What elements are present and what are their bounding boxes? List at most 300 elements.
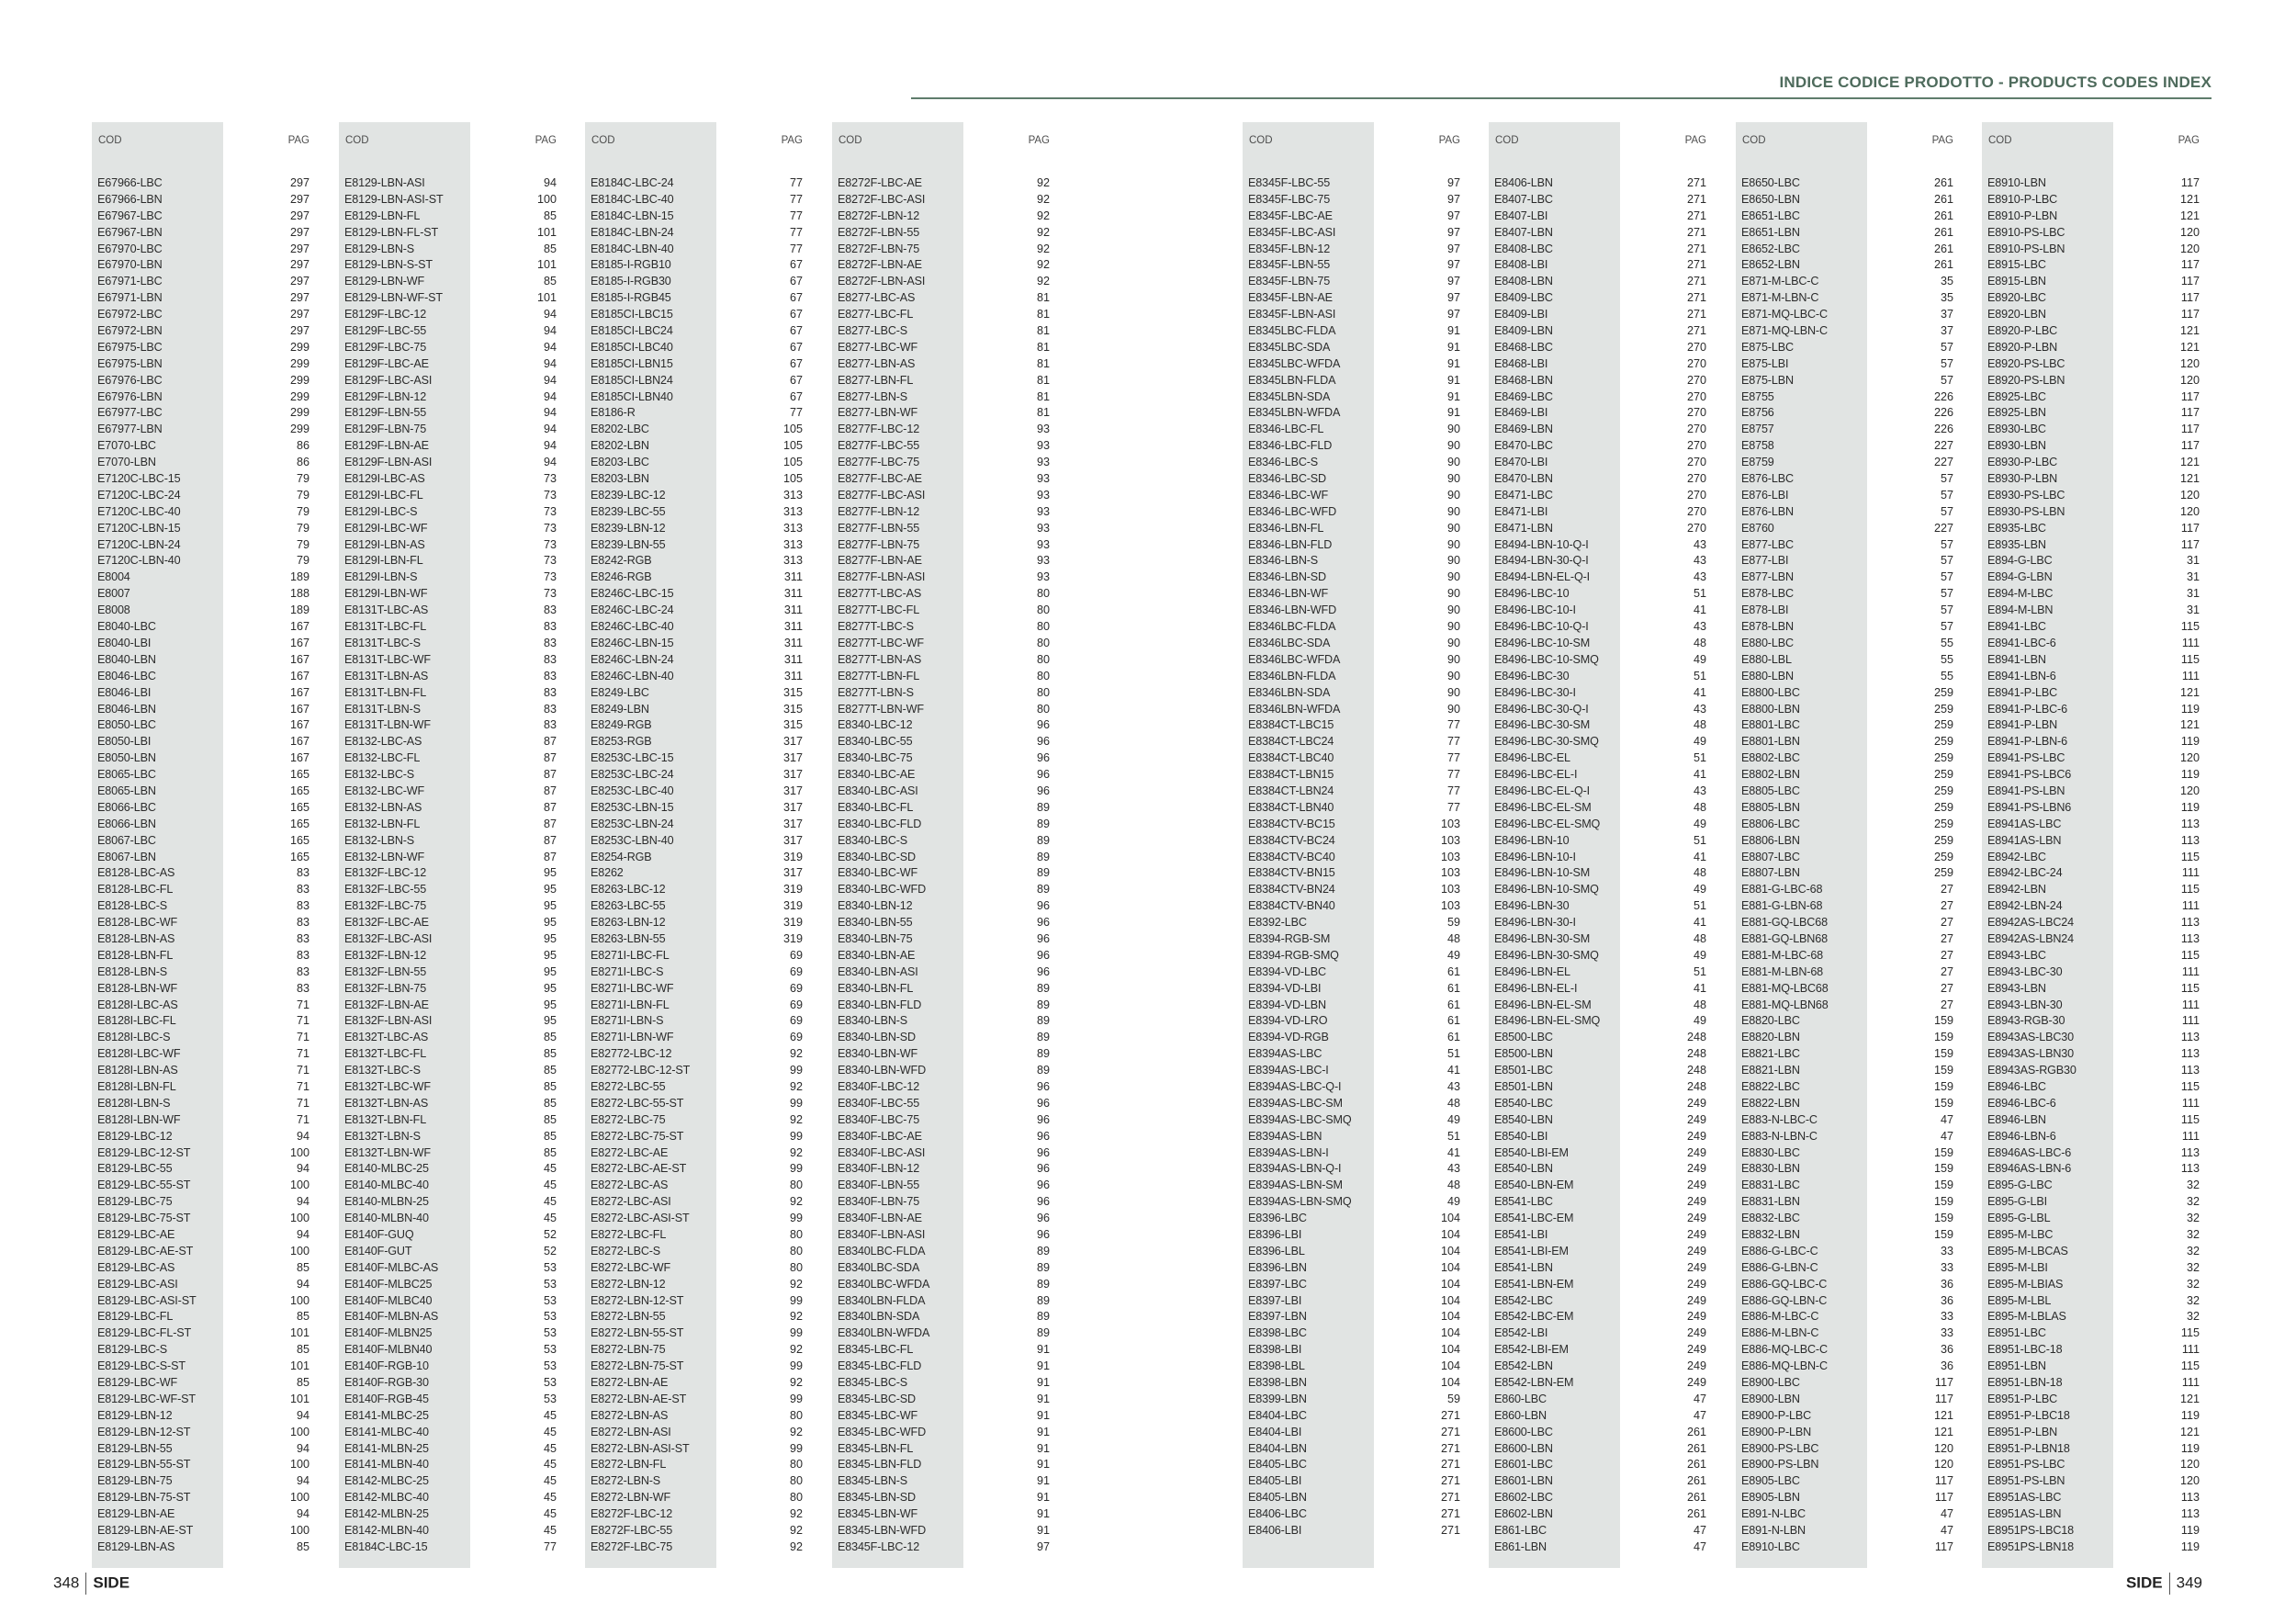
page-ref: 92	[789, 1343, 803, 1357]
page-ref: 85	[543, 209, 557, 222]
product-code: E8346-LBN-FLD	[1248, 537, 1333, 551]
index-row	[832, 1013, 1050, 1030]
index-row	[1243, 1129, 1460, 1145]
page-ref: 81	[1036, 291, 1050, 305]
index-row	[92, 175, 310, 192]
product-code: E8951-P-LBN18	[1987, 1441, 2070, 1455]
index-row	[92, 192, 310, 209]
page-ref: 69	[789, 964, 803, 978]
index-row	[1489, 225, 1706, 242]
index-row	[1982, 1441, 2200, 1458]
product-code: E8346LBC-SDA	[1248, 636, 1331, 649]
page-ref: 93	[1036, 554, 1050, 568]
index-row	[1489, 1178, 1706, 1194]
product-code: E8246C-LBN-24	[591, 652, 674, 666]
product-code: E8802-LBN	[1741, 768, 1800, 782]
index-row	[1489, 1506, 1706, 1523]
product-code: E860-LBC	[1494, 1392, 1547, 1405]
page-ref: 57	[1940, 537, 1953, 551]
page-ref: 89	[1036, 1031, 1050, 1044]
page-ref: 96	[1036, 1162, 1050, 1176]
product-code: E8140F-MLBN-AS	[344, 1310, 439, 1324]
page-ref: 96	[1036, 1228, 1050, 1241]
index-row	[832, 964, 1050, 981]
product-code: E8398-LBL	[1248, 1359, 1305, 1373]
index-row	[1243, 784, 1460, 800]
product-code: E8132F-LBN-ASI	[344, 1014, 433, 1028]
product-code: E8132F-LBN-AE	[344, 998, 429, 1011]
product-code: E8820-LBC	[1741, 1014, 1800, 1028]
index-row	[92, 1293, 310, 1310]
page-ref: 80	[1036, 685, 1050, 699]
product-code: E8277F-LBN-55	[838, 521, 920, 535]
product-code: E8469-LBN	[1494, 423, 1553, 436]
index-row	[1489, 1046, 1706, 1063]
page-ref: 248	[1686, 1047, 1706, 1061]
product-code: E8046-LBN	[97, 702, 156, 716]
page-ref: 96	[1036, 1179, 1050, 1192]
product-code: E8140F-RGB-30	[344, 1376, 429, 1390]
product-code: E8067-LBN	[97, 850, 156, 863]
index-row	[92, 1539, 310, 1556]
page-ref: 83	[543, 636, 557, 649]
index-row	[1243, 1523, 1460, 1539]
page-ref: 315	[782, 702, 803, 716]
product-code: E8942AS-LBC24	[1987, 916, 2074, 930]
column-header-code: COD	[1742, 135, 1766, 146]
index-row	[1243, 1013, 1460, 1030]
product-code: E878-LBN	[1741, 620, 1794, 634]
page-ref: 100	[289, 1212, 310, 1225]
index-row	[585, 1473, 803, 1490]
index-row	[585, 1096, 803, 1112]
page-ref: 117	[2180, 439, 2200, 453]
page-ref: 259	[1933, 866, 1953, 880]
index-row	[1736, 438, 1953, 455]
product-code: E8942-LBN-24	[1987, 899, 2063, 913]
index-row	[1489, 702, 1706, 718]
index-row	[339, 1441, 557, 1458]
page-ref: 73	[543, 587, 557, 601]
product-code: E8397-LBN	[1248, 1310, 1307, 1324]
index-row	[1243, 1161, 1460, 1178]
product-code: E8759	[1741, 456, 1774, 469]
index-row	[1736, 1408, 1953, 1425]
page-ref: 259	[1933, 817, 1953, 830]
product-code: E8470-LBN	[1494, 472, 1553, 486]
index-row	[585, 1227, 803, 1244]
product-code: E8131T-LBN-FL	[344, 685, 427, 699]
index-row	[1243, 405, 1460, 422]
page-ref: 91	[1036, 1474, 1050, 1488]
index-row	[92, 1079, 310, 1096]
product-code: E8272-LBC-AE-ST	[591, 1162, 687, 1176]
page-ref: 95	[543, 899, 557, 913]
index-row	[92, 389, 310, 406]
page-ref: 27	[1940, 998, 1953, 1011]
page-ref: 67	[789, 258, 803, 272]
index-row	[1736, 964, 1953, 981]
page-ref: 111	[2181, 1343, 2200, 1357]
page-ref: 117	[2180, 537, 2200, 551]
index-row	[832, 1425, 1050, 1441]
page-ref: 92	[789, 1524, 803, 1538]
product-code: E8384CT-LBN15	[1248, 768, 1334, 782]
index-row	[339, 340, 557, 356]
product-code: E8941-P-LBN-6	[1987, 735, 2067, 749]
index-row	[585, 767, 803, 784]
index-row	[585, 1244, 803, 1260]
product-code: E8951AS-LBN	[1987, 1507, 2062, 1521]
index-row	[1736, 717, 1953, 734]
index-row	[92, 833, 310, 850]
index-row	[1243, 1260, 1460, 1277]
product-code: E8345-LBC-WF	[838, 1408, 918, 1422]
product-code: E8822-LBN	[1741, 1096, 1800, 1110]
page-ref: 79	[296, 554, 310, 568]
product-code: E8409-LBN	[1494, 324, 1553, 338]
product-code: E8943AS-RGB30	[1987, 1064, 2077, 1077]
page-ref: 85	[543, 1129, 557, 1143]
index-row	[339, 389, 557, 406]
product-code: E8601-LBC	[1494, 1458, 1553, 1472]
page-ref: 165	[289, 850, 310, 863]
index-row	[1736, 307, 1953, 323]
page-ref: 94	[543, 308, 557, 321]
index-row	[92, 981, 310, 998]
index-row	[92, 1277, 310, 1293]
page-ref: 96	[1036, 931, 1050, 945]
page-ref: 77	[789, 406, 803, 420]
product-code: E8272-LBN-ASI-ST	[591, 1441, 690, 1455]
index-row	[1243, 438, 1460, 455]
page-ref: 119	[2180, 800, 2200, 814]
index-row	[92, 1260, 310, 1277]
product-code: E8129F-LBN-AE	[344, 439, 429, 453]
index-row	[1489, 948, 1706, 964]
index-row	[1489, 422, 1706, 438]
index-row	[1243, 1277, 1460, 1293]
product-code: E8496-LBC-30-SM	[1494, 718, 1591, 732]
product-code: E8920-PS-LBC	[1987, 356, 2065, 370]
product-code: E8129I-LBN-S	[344, 570, 418, 584]
product-code: E8346-LBC-FL	[1248, 423, 1324, 436]
product-code: E8185CI-LBC40	[591, 340, 673, 354]
page-ref: 259	[1933, 735, 1953, 749]
page-ref: 77	[789, 176, 803, 189]
product-code: E8129F-LBC-75	[344, 340, 427, 354]
page-ref: 249	[1686, 1129, 1706, 1143]
product-code: E8239-LBN-12	[591, 521, 666, 535]
index-row	[1243, 257, 1460, 274]
page-ref: 85	[296, 1343, 310, 1357]
index-row	[339, 537, 557, 554]
index-row	[92, 1506, 310, 1523]
index-row	[832, 340, 1050, 356]
product-code: E8396-LBC	[1248, 1212, 1307, 1225]
page-ref: 43	[1693, 620, 1706, 634]
product-code: E8128I-LBN-WF	[97, 1112, 181, 1126]
page-ref: 249	[1686, 1359, 1706, 1373]
page-ref: 31	[2186, 570, 2200, 584]
product-code: E8943-LBN-30	[1987, 998, 2063, 1011]
product-code: E8943AS-LBN30	[1987, 1047, 2074, 1061]
product-code: E8249-LBC	[591, 685, 649, 699]
index-rows	[1736, 175, 1953, 1556]
page-ref: 49	[1693, 948, 1706, 962]
index-row	[585, 175, 803, 192]
product-code: E67976-LBC	[97, 373, 163, 387]
page-ref: 249	[1686, 1244, 1706, 1257]
index-row	[1736, 1506, 1953, 1523]
index-row	[1982, 865, 2200, 882]
product-code: E8272F-LBN-55	[838, 225, 920, 239]
product-code: E8915-LBN	[1987, 275, 2046, 288]
index-row	[1982, 685, 2200, 702]
page-ref: 227	[1933, 456, 1953, 469]
product-code: E8129-LBN-WF	[344, 275, 425, 288]
page-ref: 167	[289, 718, 310, 732]
page-ref: 319	[782, 931, 803, 945]
page-ref: 101	[289, 1392, 310, 1405]
index-row	[1736, 553, 1953, 570]
page-ref: 159	[1933, 1047, 1953, 1061]
product-code: E8129F-LBC-12	[344, 308, 427, 321]
product-code: E8468-LBI	[1494, 356, 1548, 370]
page-ref: 89	[1036, 981, 1050, 995]
page-ref: 41	[1693, 603, 1706, 617]
index-row	[832, 356, 1050, 373]
index-row	[1243, 175, 1460, 192]
page-ref: 159	[1933, 1096, 1953, 1110]
product-code: E8541-LBI	[1494, 1228, 1548, 1241]
page-ref: 89	[1036, 883, 1050, 897]
product-code: E8066-LBC	[97, 800, 156, 814]
page-ref: 165	[289, 784, 310, 797]
product-code: E8830-LBN	[1741, 1162, 1800, 1176]
page-ref: 92	[1036, 225, 1050, 239]
page-ref: 92	[1036, 209, 1050, 222]
product-code: E8340F-LBC-75	[838, 1112, 920, 1126]
page-ref: 119	[2180, 1539, 2200, 1553]
product-code: E7120C-LBC-15	[97, 472, 181, 486]
page-number-right: 349	[2176, 1573, 2202, 1592]
index-row	[1736, 1375, 1953, 1392]
page-ref: 73	[543, 521, 557, 535]
product-code: E8253-RGB	[591, 735, 652, 749]
index-row	[1489, 373, 1706, 389]
product-code: E8277T-LBN-AS	[838, 652, 922, 666]
product-code: E8345F-LBN-75	[1248, 275, 1331, 288]
index-row	[1489, 1359, 1706, 1375]
index-row	[585, 817, 803, 833]
page-ref: 270	[1686, 504, 1706, 518]
product-code: E8141-MLBN-25	[344, 1441, 429, 1455]
index-row	[1982, 636, 2200, 652]
index-row	[339, 850, 557, 866]
product-code: E8540-LBC	[1494, 1096, 1553, 1110]
index-row	[92, 488, 310, 504]
index-row	[1736, 1457, 1953, 1473]
page-ref: 41	[1693, 981, 1706, 995]
product-code: E895-G-LBL	[1987, 1212, 2051, 1225]
product-code: E8142-MLBC-25	[344, 1474, 429, 1488]
product-code: E8394-RGB-SMQ	[1248, 948, 1339, 962]
page-ref: 249	[1686, 1162, 1706, 1176]
page-ref: 119	[2180, 1408, 2200, 1422]
page-ref: 91	[1036, 1491, 1050, 1505]
page-ref: 85	[543, 242, 557, 255]
page-ref: 36	[1940, 1343, 1953, 1357]
product-code: E886-MQ-LBC-C	[1741, 1343, 1828, 1357]
index-row	[92, 257, 310, 274]
page-ref: 111	[2181, 964, 2200, 978]
page-ref: 90	[1446, 702, 1460, 716]
page-ref: 96	[1036, 1195, 1050, 1209]
product-code: E8272-LBC-ASI-ST	[591, 1212, 690, 1225]
product-code: E8004	[97, 570, 130, 584]
index-row	[832, 257, 1050, 274]
page-ref: 91	[1446, 406, 1460, 420]
product-code: E8128-LBN-AS	[97, 931, 175, 945]
product-code: E8277T-LBN-WF	[838, 702, 924, 716]
product-code: E8501-LBN	[1494, 1079, 1553, 1093]
product-code: E8129F-LBN-12	[344, 389, 427, 403]
index-row	[92, 1227, 310, 1244]
column-header-code: COD	[1495, 135, 1519, 146]
index-row	[339, 619, 557, 636]
index-row	[1489, 750, 1706, 767]
product-code: E8142-MLBC-40	[344, 1491, 429, 1505]
index-row	[585, 1013, 803, 1030]
product-code: E8253C-LBN-24	[591, 817, 674, 830]
product-code: E8407-LBC	[1494, 192, 1553, 206]
product-code: E8129I-LBN-WF	[344, 587, 428, 601]
index-row	[1736, 1309, 1953, 1325]
page-ref: 120	[2179, 504, 2200, 518]
page-ref: 94	[296, 1228, 310, 1241]
product-code: E8394AS-LBC-Q-I	[1248, 1079, 1342, 1093]
index-row	[1489, 603, 1706, 619]
index-row	[832, 242, 1050, 258]
index-row	[585, 192, 803, 209]
page-ref: 165	[289, 768, 310, 782]
page-ref: 317	[782, 751, 803, 765]
page-ref: 113	[2180, 916, 2200, 930]
page-ref: 69	[789, 981, 803, 995]
page-ref: 270	[1686, 488, 1706, 502]
page-ref: 49	[1693, 817, 1706, 830]
product-code: E886-MQ-LBN-C	[1741, 1359, 1828, 1373]
index-row	[832, 1211, 1050, 1227]
index-row	[92, 1063, 310, 1079]
product-code: E8821-LBC	[1741, 1047, 1800, 1061]
product-code: E8277F-LBC-ASI	[838, 488, 926, 502]
page-ref: 32	[2186, 1277, 2200, 1291]
product-code: E8496-LBC-30	[1494, 669, 1570, 682]
index-row	[339, 1473, 557, 1490]
index-row	[1243, 389, 1460, 406]
product-code: E8340-LBN-ASI	[838, 964, 918, 978]
page-ref: 96	[1036, 735, 1050, 749]
index-row	[1243, 1030, 1460, 1046]
product-code: E8946-LBC-6	[1987, 1096, 2056, 1110]
product-code: E8802-LBC	[1741, 751, 1800, 765]
page-ref: 89	[1036, 800, 1050, 814]
index-row	[832, 767, 1050, 784]
index-row	[1736, 373, 1953, 389]
index-row	[832, 274, 1050, 290]
page-ref: 117	[2180, 389, 2200, 403]
index-row	[92, 1523, 310, 1539]
product-code: E8271I-LBC-FL	[591, 948, 670, 962]
index-row	[1736, 931, 1953, 948]
page-ref: 57	[1940, 373, 1953, 387]
page-ref: 120	[2179, 1458, 2200, 1472]
product-code: E8129-LBC-FL	[97, 1310, 174, 1324]
page-ref: 32	[2186, 1228, 2200, 1241]
index-row	[339, 373, 557, 389]
index-row	[832, 1359, 1050, 1375]
page-ref: 77	[1446, 800, 1460, 814]
product-code: E895-M-LBLAS	[1987, 1310, 2066, 1324]
product-code: E8900-P-LBN	[1741, 1425, 1812, 1438]
product-code: E8272-LBN-75	[591, 1343, 666, 1357]
index-row	[832, 570, 1050, 586]
index-row	[339, 521, 557, 537]
index-row	[339, 669, 557, 685]
page-ref: 92	[789, 1195, 803, 1209]
product-code: E8277F-LBN-ASI	[838, 570, 926, 584]
page-ref: 45	[543, 1524, 557, 1538]
product-code: E8340F-LBC-ASI	[838, 1145, 926, 1159]
product-code: E8242-RGB	[591, 554, 652, 568]
index-row	[832, 652, 1050, 669]
index-row	[1736, 1325, 1953, 1342]
product-code: E8132F-LBC-75	[344, 899, 427, 913]
index-row	[1982, 1244, 2200, 1260]
page-ref: 87	[543, 735, 557, 749]
product-code: E8340-LBC-S	[838, 833, 908, 847]
product-code: E8277-LBC-FL	[838, 308, 914, 321]
index-row	[339, 915, 557, 931]
page-ref: 71	[296, 1064, 310, 1077]
page-ref: 248	[1686, 1031, 1706, 1044]
page-ref: 71	[296, 1112, 310, 1126]
page-ref: 104	[1440, 1293, 1460, 1307]
index-row	[92, 1161, 310, 1178]
product-code: E8129-LBC-AE-ST	[97, 1244, 194, 1257]
product-code: E8272-LBC-55-ST	[591, 1096, 684, 1110]
index-row	[1489, 652, 1706, 669]
page-ref: 271	[1440, 1491, 1460, 1505]
page-ref: 77	[1446, 784, 1460, 797]
product-code: E8129-LBN-FL-ST	[344, 225, 439, 239]
product-code: E8915-LBC	[1987, 258, 2046, 272]
index-row	[92, 504, 310, 521]
index-row	[1243, 882, 1460, 898]
index-row	[92, 586, 310, 603]
page-ref: 96	[1036, 948, 1050, 962]
page-ref: 93	[1036, 504, 1050, 518]
page-ref: 71	[296, 1047, 310, 1061]
index-row	[585, 636, 803, 652]
page-ref: 121	[2179, 1392, 2200, 1405]
product-code: E8129-LBC-WF	[97, 1376, 178, 1390]
page-ref: 95	[543, 931, 557, 945]
index-row	[1243, 225, 1460, 242]
product-code: E8942-LBC-24	[1987, 866, 2063, 880]
